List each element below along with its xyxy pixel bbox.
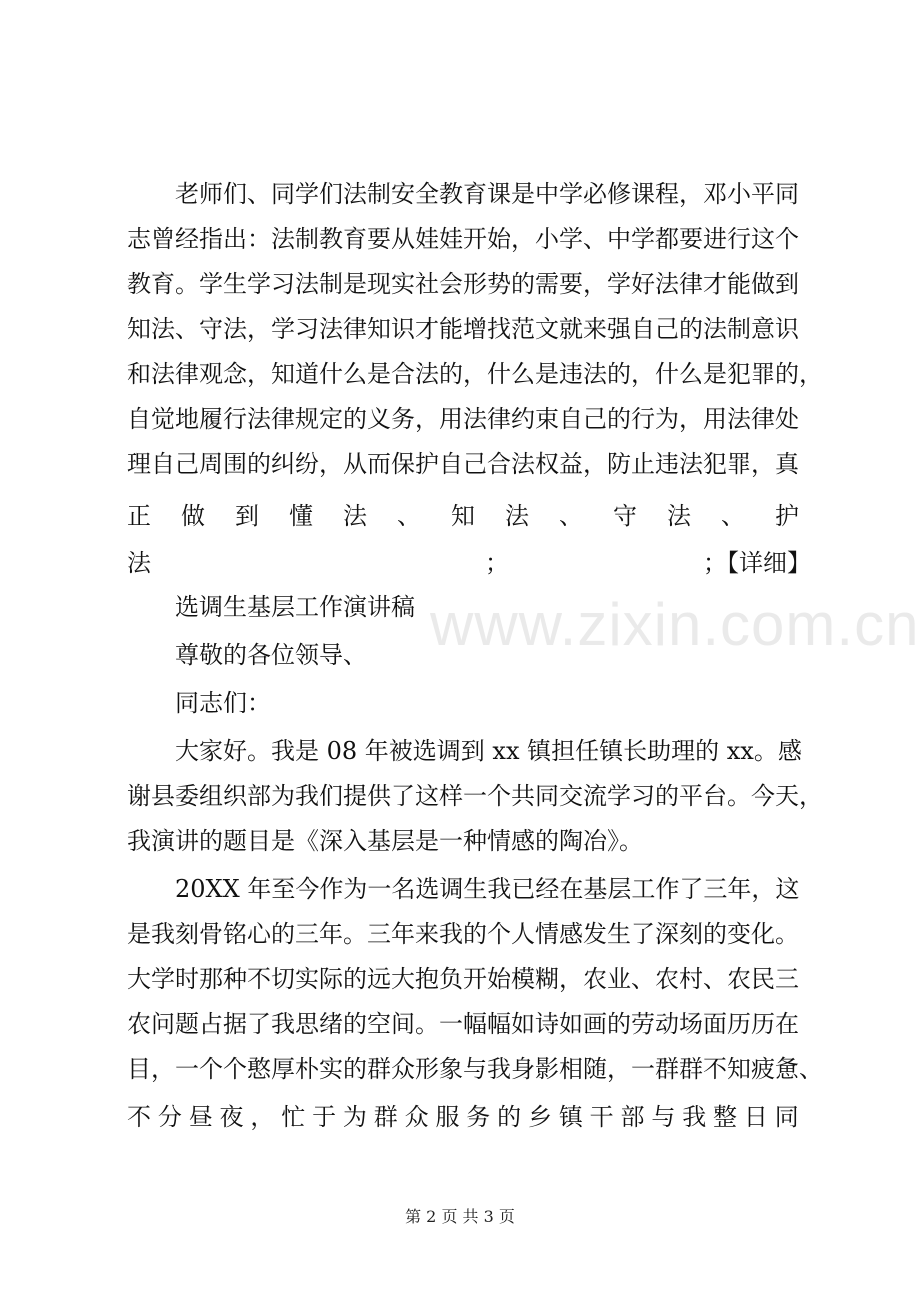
text-char: 忙 xyxy=(281,1103,306,1131)
text-char: 的 xyxy=(497,1103,522,1131)
text-char: 法 xyxy=(667,502,691,530)
text-line: 大学时那种不切实际的远大抱负开始模糊，农业、农村、农民三 xyxy=(127,965,799,993)
text-line: 目，一个个憨厚朴实的群众形象与我身影相随，一群群不知疲惫、 xyxy=(127,1055,823,1083)
text-line: 是我刻骨铭心的三年。三年来我的个人情感发生了深刻的变化。 xyxy=(127,920,799,948)
text-fragment: 法 xyxy=(127,549,151,577)
justified-text-line xyxy=(127,499,799,533)
text-line: 我演讲的题目是《深入基层是一种情感的陶冶》。 xyxy=(127,827,643,855)
detail-link[interactable]: ；【详细】 xyxy=(703,549,811,577)
text-line: 理自己周围的纠纷，从而保护自己合法权益，防止违法犯罪，真 xyxy=(127,450,799,478)
text-char: 同 xyxy=(774,1103,799,1131)
justified-text-line xyxy=(127,1100,799,1134)
text-line: 20XX 年至今作为一名选调生我已经在基层工作了三年，这 xyxy=(175,875,800,903)
text-char: 守 xyxy=(613,502,637,530)
text-char: 正 xyxy=(127,502,151,530)
text-line: 知法、守法，学习法律知识才能增找范文就来强自己的法制意识 xyxy=(127,315,799,343)
speech-title: 选调生基层工作演讲稿 xyxy=(175,593,415,621)
text-line: 农问题占据了我思绪的空间。一幅幅如诗如画的劳动场面历历在 xyxy=(127,1010,799,1038)
text-char: 部 xyxy=(620,1103,645,1131)
text-char: 干 xyxy=(589,1103,614,1131)
text-char: 夜 xyxy=(219,1103,244,1131)
text-char: 不 xyxy=(127,1103,151,1131)
text-char: 法 xyxy=(505,502,529,530)
salutation: 尊敬的各位领导、 xyxy=(175,641,367,669)
text-line: 自觉地履行法律规定的义务，用法律约束自己的行为，用法律处 xyxy=(127,405,799,433)
text-char: 服 xyxy=(435,1103,460,1131)
text-line-with-detail-link xyxy=(127,546,811,580)
text-char: 与 xyxy=(651,1103,676,1131)
text-line: 志曾经指出：法制教育要从娃娃开始，小学、中学都要进行这个 xyxy=(127,225,799,253)
text-char: 、 xyxy=(397,502,421,530)
text-char: 法 xyxy=(343,502,367,530)
text-fragment: ； xyxy=(485,549,509,577)
text-char: 懂 xyxy=(289,502,313,530)
text-char: 整 xyxy=(713,1103,738,1131)
text-line: 和法律观念，知道什么是合法的，什么是违法的，什么是犯罪的， xyxy=(127,360,823,388)
text-char: 于 xyxy=(312,1103,337,1131)
text-char: 乡 xyxy=(527,1103,552,1131)
text-char: 分 xyxy=(157,1103,182,1131)
text-char: 做 xyxy=(181,502,205,530)
text-char: 知 xyxy=(451,502,475,530)
text-char: 、 xyxy=(559,502,583,530)
watermark: www.zixin.com.cn xyxy=(430,591,920,658)
text-char: 为 xyxy=(342,1103,367,1131)
text-line: 教育。学生学习法制是现实社会形势的需要，学好法律才能做到 xyxy=(127,270,799,298)
text-char: 护 xyxy=(775,502,799,530)
text-char: 众 xyxy=(404,1103,429,1131)
page-number-footer: 第 2 页 共 3 页 xyxy=(405,1207,515,1226)
text-char: 镇 xyxy=(558,1103,583,1131)
text-line: 谢县委组织部为我们提供了这样一个共同交流学习的平台。今天， xyxy=(127,782,823,810)
text-char: 昼 xyxy=(188,1103,213,1131)
text-char: 我 xyxy=(682,1103,707,1131)
text-line: 老师们、同学们法制安全教育课是中学必修课程，邓小平同 xyxy=(175,180,799,208)
text-line: 大家好。我是 08 年被选调到 xx 镇担任镇长助理的 xx。感 xyxy=(175,737,802,765)
text-char: ， xyxy=(250,1103,275,1131)
text-char: 到 xyxy=(235,502,259,530)
salutation: 同志们： xyxy=(175,689,271,717)
text-char: 群 xyxy=(373,1103,398,1131)
text-char: 、 xyxy=(721,502,745,530)
text-char: 务 xyxy=(466,1103,491,1131)
text-char: 日 xyxy=(743,1103,768,1131)
